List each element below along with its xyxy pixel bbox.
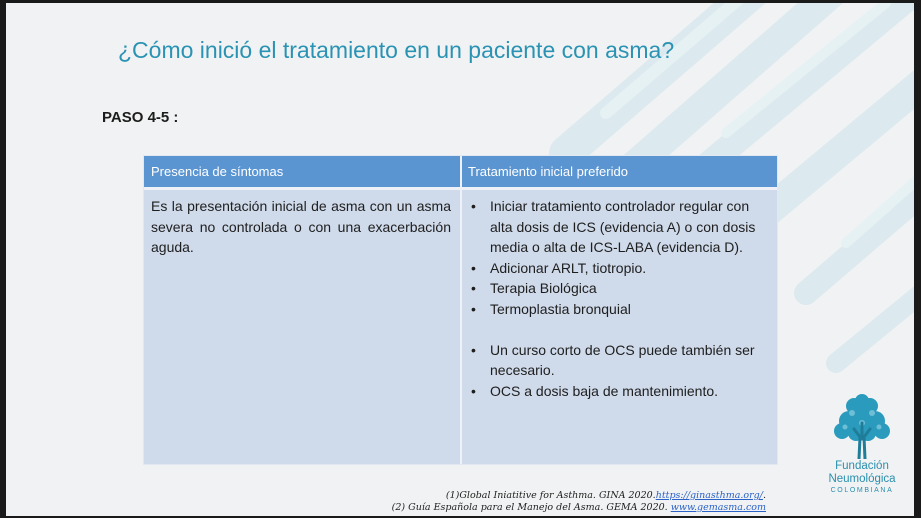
- logo-text-line1: Fundación: [835, 460, 889, 472]
- logo-text-line2: Neumológica: [828, 473, 896, 485]
- header-divider: [144, 187, 777, 190]
- list-item: • Adicionar ARLT, tiotropio.: [471, 258, 769, 279]
- list-item: • Un curso corto de OCS puede también ser necesario.: [471, 340, 769, 381]
- slide: [6, 3, 914, 516]
- table-header-symptoms: Presencia de síntomas: [144, 156, 460, 187]
- symptoms-cell: Es la presentación inicial de asma con un asma severa no controlada o con una exacerbación aguda.: [151, 198, 451, 255]
- list-item: • Terapia Biológica: [471, 278, 769, 299]
- logo-text-line3: COLOMBIANA: [830, 487, 894, 494]
- step-label: PASO 4-5 :: [102, 109, 179, 126]
- references: [392, 490, 766, 514]
- list-item: • Termoplastia bronquial: [471, 299, 769, 320]
- gina-link[interactable]: https://ginasthma.org/: [655, 490, 763, 501]
- list-item: • OCS a dosis baja de mantenimiento.: [471, 381, 769, 402]
- treatment-list: [471, 196, 769, 401]
- column-divider: [460, 156, 462, 464]
- foundation-logo: [814, 393, 910, 503]
- list-item: • Iniciar tratamiento controlador regular con alta dosis de ICS (evidencia A) o con dosis media o alta de ICS-LABA (evidencia D).: [471, 196, 769, 258]
- treatment-table: [143, 155, 778, 465]
- reference-2: (2) Guía Española para el Manejo del Asma. GEMA 2020. www.gemasma.com: [391, 502, 766, 513]
- reference-1: (1)Global Iniatitive for Asthma. GINA 2020.https://ginasthma.org/.: [445, 490, 766, 501]
- tree-icon: [832, 393, 892, 459]
- table-header-treatment: Tratamiento inicial preferido: [461, 156, 777, 187]
- gemasma-link[interactable]: www.gemasma.com: [670, 502, 766, 513]
- slide-title: ¿Cómo inició el tratamiento en un paciente con asma?: [118, 37, 675, 63]
